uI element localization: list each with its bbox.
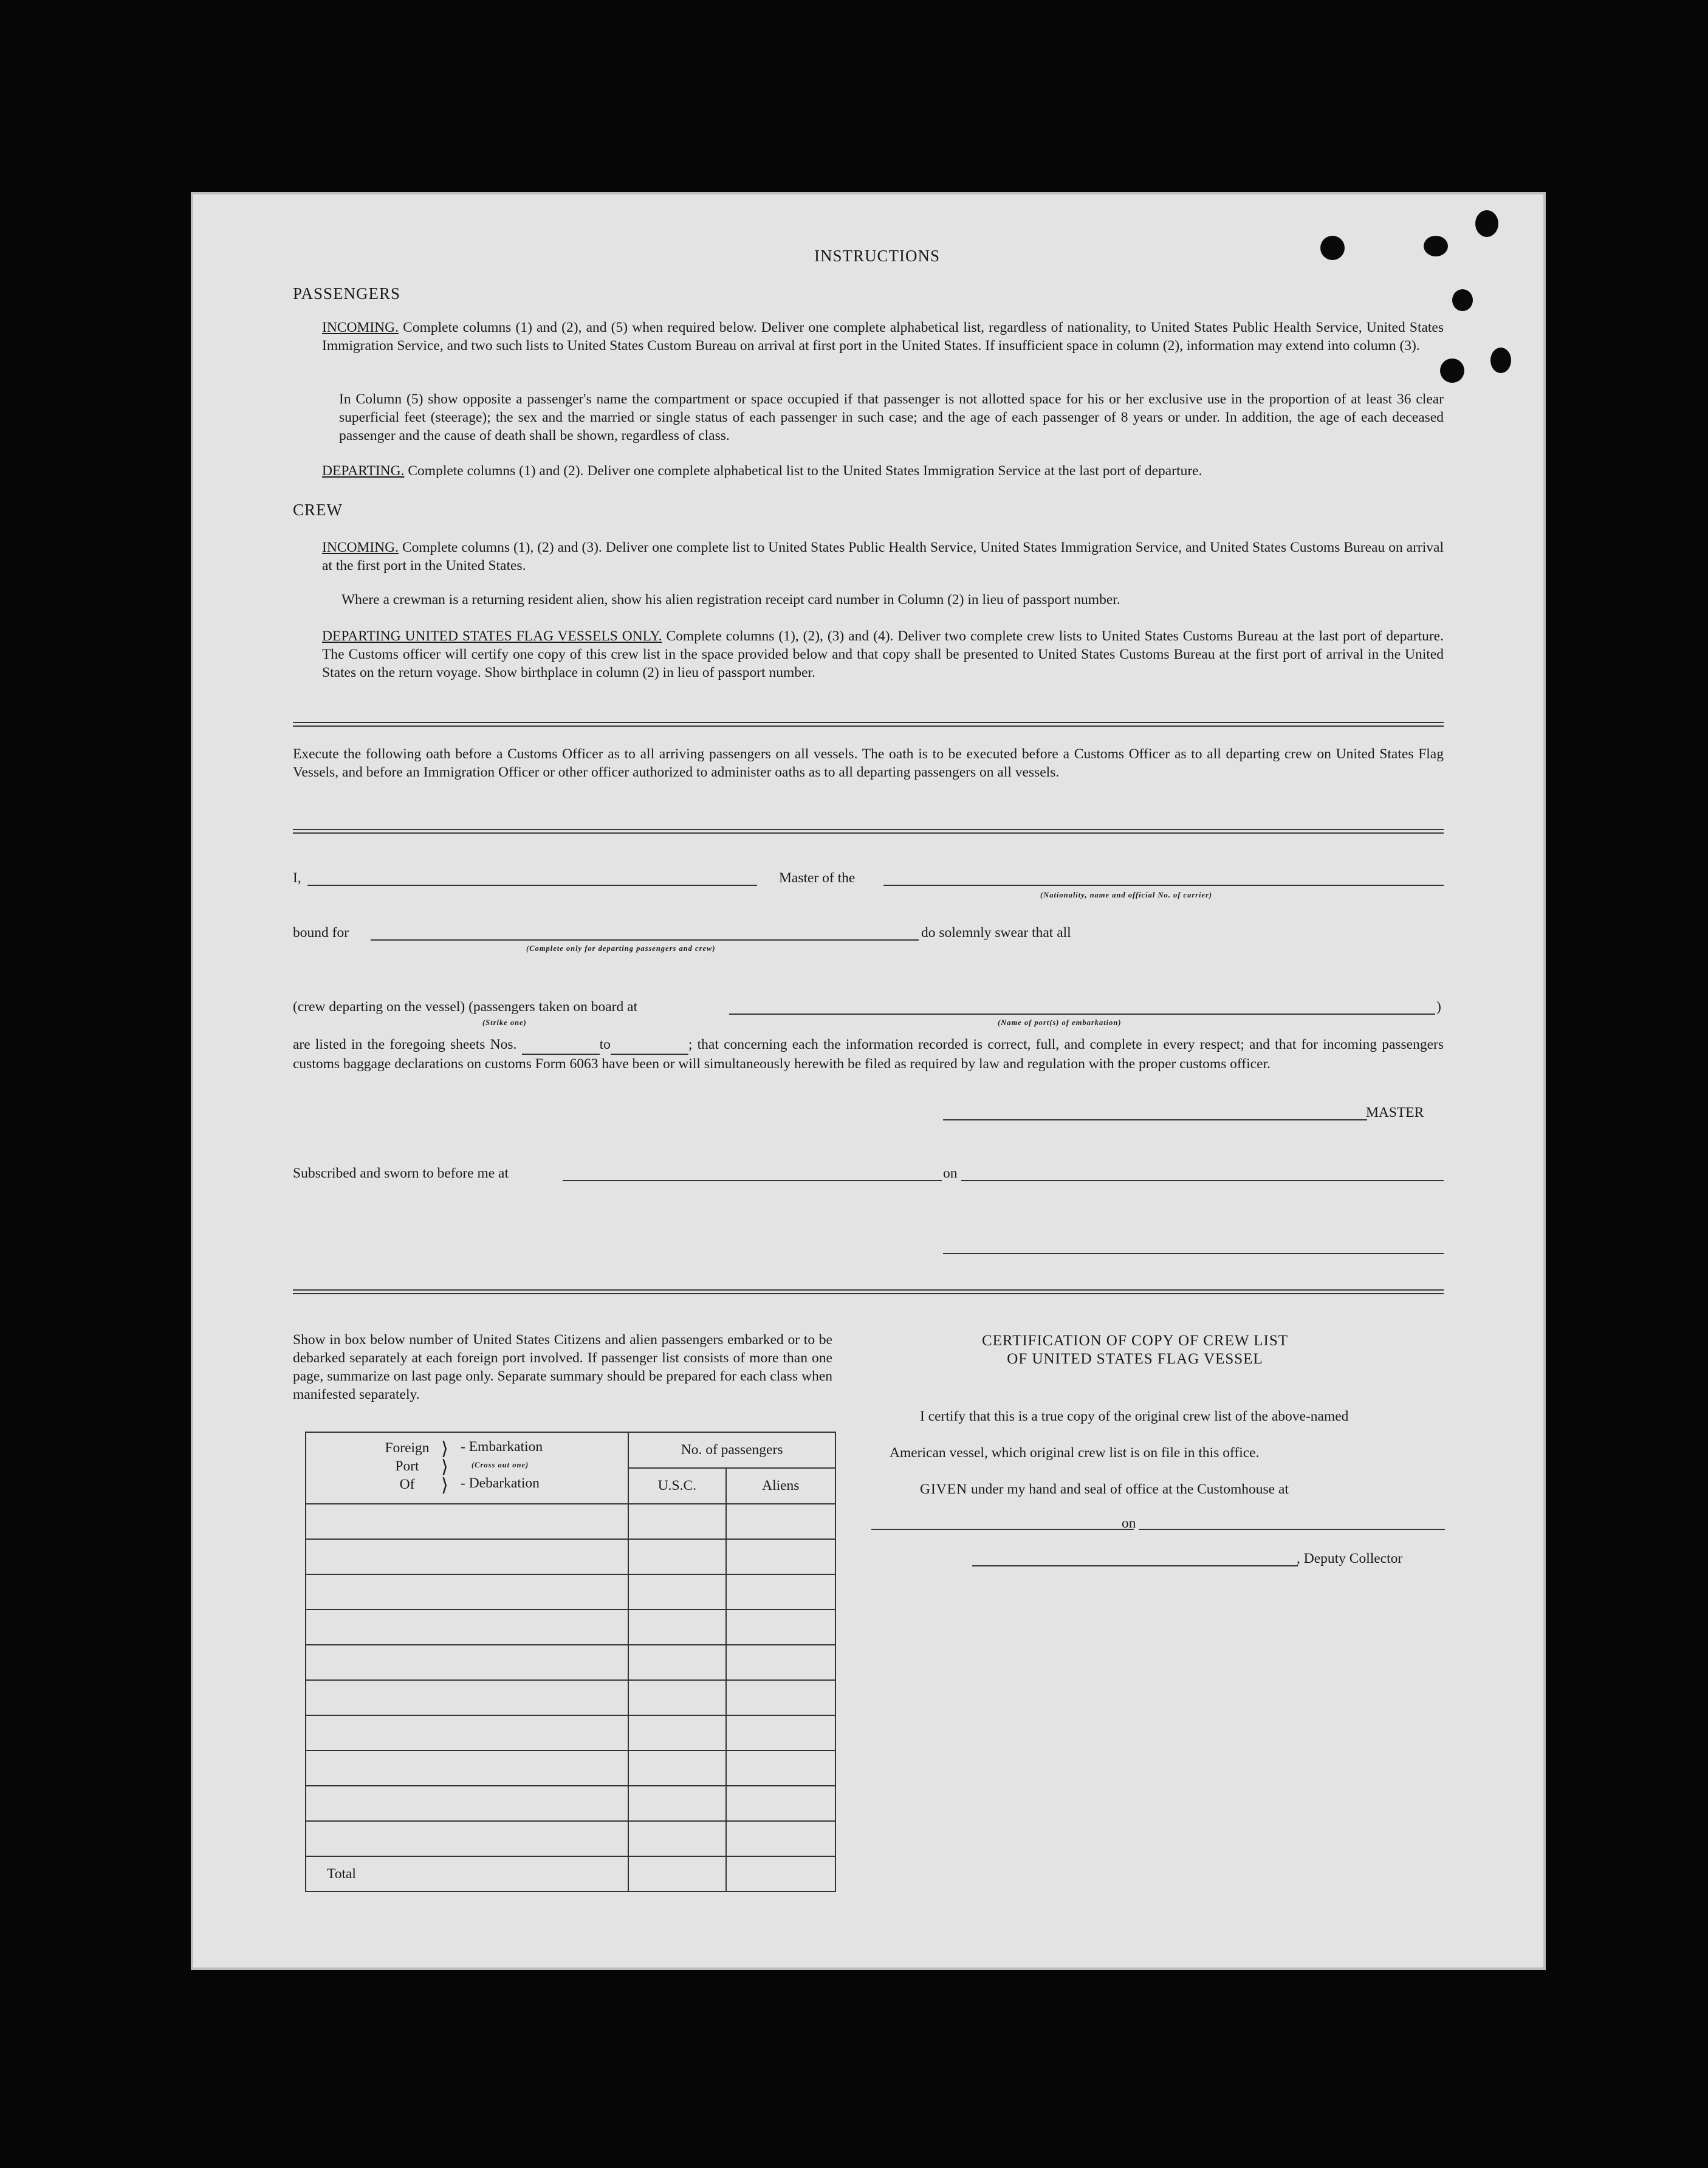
divider: [293, 722, 1444, 727]
usc-cell[interactable]: [628, 1680, 725, 1715]
passengers-departing-label: DEPARTING.: [322, 463, 405, 479]
table-row: [306, 1751, 835, 1786]
no-of-passengers-header: No. of passengers: [628, 1432, 835, 1468]
port-cell[interactable]: [306, 1821, 628, 1856]
given-body: under my hand and seal of office at the Customhouse at: [970, 1481, 1289, 1497]
table-row: [306, 1504, 835, 1539]
certification-title-line2: OF UNITED STATES FLAG VESSEL: [1007, 1351, 1263, 1367]
crew-incoming-label: INCOMING.: [322, 540, 399, 555]
passenger-summary-table: [305, 1432, 836, 1892]
punch-hole: [1452, 289, 1473, 311]
usc-header: U.S.C.: [628, 1468, 725, 1504]
passengers-heading: PASSENGERS: [293, 284, 401, 303]
given-text: [920, 1480, 1289, 1498]
aliens-cell[interactable]: [726, 1680, 835, 1715]
port-header-cell: [306, 1432, 628, 1504]
cert-on-line[interactable]: [1139, 1529, 1445, 1530]
usc-cell[interactable]: [628, 1786, 725, 1821]
aliens-cell[interactable]: [726, 1574, 835, 1610]
crew-incoming: [322, 538, 1444, 575]
cert-on-label: on: [1122, 1515, 1136, 1531]
port-cell[interactable]: [306, 1680, 628, 1715]
ports-note: (Name of port(s) of embarkation): [998, 1018, 1122, 1027]
table-row: [306, 1715, 835, 1751]
port-cell[interactable]: [306, 1504, 628, 1539]
sworn-on-line[interactable]: [961, 1180, 1444, 1181]
port-cell[interactable]: [306, 1539, 628, 1574]
port-cell[interactable]: [306, 1786, 628, 1821]
strike-one-note: (Strike one): [482, 1018, 527, 1027]
passengers-column5: In Column (5) show opposite a passenger's name the compartment or space occupied if that passenger is not allotted space for his or her exclusive use in the proportion of at least 36 clear superficial feet (steerage); the sex and the married or single status of each passenger in such case; and the age of each passenger of 8 years or under. In addition, the age of each deceased passenger and the cause of death shall be shown, regardless of class.: [339, 391, 1444, 444]
aliens-cell[interactable]: [726, 1539, 835, 1574]
brace-glyph: ⟩ ⟩ ⟩: [441, 1439, 448, 1495]
nationality-note: (Nationality, name and official No. of carrier): [1040, 891, 1213, 899]
customhouse-line[interactable]: [871, 1529, 1134, 1530]
subscribed-label: Subscribed and sworn to before me at: [293, 1165, 509, 1181]
usc-cell[interactable]: [628, 1539, 725, 1574]
cross-out-note: (Cross out one): [472, 1461, 529, 1469]
table-row: [306, 1610, 835, 1645]
punch-hole: [1490, 348, 1511, 373]
sworn-on-label: on: [943, 1165, 958, 1181]
listed-to: to: [599, 1037, 611, 1052]
aliens-cell[interactable]: [726, 1821, 835, 1856]
total-aliens-cell[interactable]: [726, 1856, 835, 1892]
listed-prefix: are listed in the foregoing sheets Nos.: [293, 1037, 517, 1052]
complete-only-note: (Complete only for departing passengers and crew): [526, 944, 716, 953]
crew-departing-text: Complete columns (1), (2), (3) and (4). Deliver two complete crew lists to United States Customs Bureau at the last port of departure. The Customs officer will certify one copy of this crew list in the space provided below and that copy shall be presented to United States Customs Bureau at the first port of arrival in the United States on the return voyage. Show birthplace in column (2) in lieu of passport number.: [322, 628, 1444, 681]
total-usc-cell[interactable]: [628, 1856, 725, 1892]
usc-cell[interactable]: [628, 1821, 725, 1856]
ports-line[interactable]: [729, 1014, 1435, 1015]
usc-cell[interactable]: [628, 1645, 725, 1680]
officer-signature-line[interactable]: [943, 1253, 1444, 1254]
aliens-cell[interactable]: [726, 1786, 835, 1821]
certification-title-line1: CERTIFICATION OF COPY OF CREW LIST: [981, 1333, 1289, 1349]
master-signature-line[interactable]: [943, 1119, 1367, 1120]
oath-intro: Execute the following oath before a Customs Officer as to all arriving passengers on all vessels. The oath is to be executed before a Customs Officer as to all departing crew on United States Flag Vessels, and before an Immigration Officer or other officer authorized to administer oaths as to all departing passengers on all vessels.: [293, 746, 1444, 780]
crew-departing: [322, 627, 1444, 682]
sheet-to-field[interactable]: [611, 1035, 688, 1055]
aliens-cell[interactable]: [726, 1751, 835, 1786]
american-vessel-text: American vessel, which original crew list is on file in this office.: [890, 1445, 1260, 1461]
total-label: Total: [306, 1856, 628, 1892]
debarkation-label: - Debarkation: [461, 1475, 540, 1491]
passengers-incoming-text: Complete columns (1) and (2), and (5) when required below. Deliver one complete alphabetical list, regardless of nationality, to United States Public Health Service, United States Immigration Service, and two such lists to United States Custom Bureau on arrival at first port in the United States. If insufficient space in column (2), information may extend into column (3).: [322, 320, 1444, 354]
crew-departing-label: DEPARTING UNITED STATES FLAG VESSELS ONLY.: [322, 628, 662, 644]
port-label: Port: [395, 1458, 419, 1474]
punch-hole: [1424, 236, 1448, 256]
close-paren: ): [1436, 999, 1441, 1015]
punch-hole: [1440, 358, 1464, 383]
aliens-cell[interactable]: [726, 1610, 835, 1645]
document-sheet: [193, 194, 1543, 1967]
passengers-incoming-label: INCOMING.: [322, 320, 399, 335]
table-row: [306, 1821, 835, 1856]
deputy-collector-line[interactable]: [972, 1565, 1298, 1566]
punch-hole: [1320, 236, 1345, 260]
listed-paragraph: [293, 1035, 1444, 1073]
port-cell[interactable]: [306, 1715, 628, 1751]
passengers-departing: [322, 462, 1444, 480]
passengers-departing-text: Complete columns (1) and (2). Deliver one complete alphabetical list to the United States Immigration Service at the last port of departure.: [408, 463, 1202, 479]
divider: [293, 1289, 1444, 1294]
table-row: [306, 1645, 835, 1680]
certification-title: [922, 1332, 1348, 1368]
of-label: Of: [399, 1477, 415, 1492]
bound-for-line[interactable]: [371, 939, 919, 941]
port-cell[interactable]: [306, 1751, 628, 1786]
table-row: [306, 1539, 835, 1574]
solemnly-swear-label: do solemnly swear that all: [921, 925, 1071, 941]
carrier-line[interactable]: [883, 885, 1444, 886]
divider: [293, 829, 1444, 834]
aliens-cell[interactable]: [726, 1715, 835, 1751]
master-of-the-label: Master of the: [779, 870, 856, 886]
oath-i-label: I,: [293, 870, 301, 886]
crew-heading: CREW: [293, 501, 343, 519]
master-label: MASTER: [1366, 1105, 1424, 1120]
crew-departing-label-line: (crew departing on the vessel) (passengers taken on board at: [293, 999, 638, 1015]
passengers-incoming: [322, 318, 1444, 355]
page-title: INSTRUCTIONS: [814, 247, 941, 265]
aliens-header: Aliens: [726, 1468, 835, 1504]
listed-text: ; that concerning each the information recorded is correct, full, and complete in every respect; and that for incoming passengers customs baggage declarations on customs Form 6063 have been or will simultaneously herewith be filed as required by law and regulation with the proper customs officer.: [293, 1037, 1444, 1072]
embarkation-label: - Embarkation: [461, 1439, 543, 1455]
aliens-cell[interactable]: [726, 1504, 835, 1539]
aliens-cell[interactable]: [726, 1645, 835, 1680]
punch-hole: [1475, 210, 1498, 237]
port-cell[interactable]: [306, 1610, 628, 1645]
usc-cell[interactable]: [628, 1715, 725, 1751]
usc-cell[interactable]: [628, 1610, 725, 1645]
crew-resident-alien: Where a crewman is a returning resident alien, show his alien registration receipt card number in Column (2) in lieu of passport number.: [341, 592, 1120, 608]
foreign-label: Foreign: [385, 1440, 430, 1456]
table-row: [306, 1680, 835, 1715]
port-cell[interactable]: [306, 1574, 628, 1610]
table-row: [306, 1574, 835, 1610]
bound-for-label: bound for: [293, 925, 349, 941]
usc-cell[interactable]: [628, 1574, 725, 1610]
sheet-from-field[interactable]: [522, 1035, 600, 1055]
sworn-at-line[interactable]: [563, 1180, 942, 1181]
table-row: [306, 1786, 835, 1821]
certify-text: I certify that this is a true copy of the original crew list of the above-named: [920, 1408, 1349, 1424]
crew-incoming-text: Complete columns (1), (2) and (3). Deliver one complete list to United States Public Health Service, United States Immigration Service, and United States Customs Bureau on arrival at the first port in the United States.: [322, 540, 1444, 574]
given-label: GIVEN: [920, 1481, 968, 1497]
summary-intro: Show in box below number of United States Citizens and alien passengers embarked or to be debarked separately at each foreign port involved. If passenger list consists of more than one page, summarize on last page only. Separate summary should be prepared for each class when manifested separately.: [293, 1332, 832, 1402]
master-name-line[interactable]: [307, 885, 757, 886]
deputy-collector-label: , Deputy Collector: [1297, 1551, 1403, 1566]
port-cell[interactable]: [306, 1645, 628, 1680]
usc-cell[interactable]: [628, 1751, 725, 1786]
usc-cell[interactable]: [628, 1504, 725, 1539]
